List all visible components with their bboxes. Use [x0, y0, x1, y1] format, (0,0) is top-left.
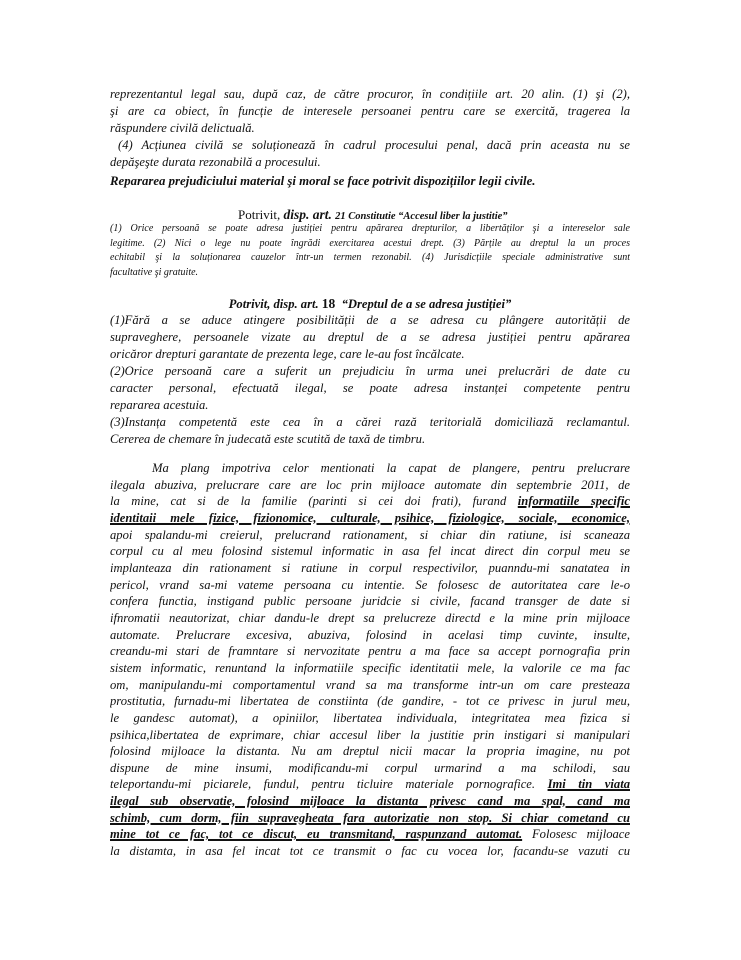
text-line: legitime. (2) Nici o lege nu poate îngrădi exercitarea acestui drept. (3) Părțile au dreptul la un proces — [110, 237, 630, 249]
text-line: corpul cu al meu folosind sistemul informatic in asa fel incat direct din corpul meu se — [110, 544, 630, 559]
text-fragment: Folosesc mijloace — [522, 827, 630, 842]
text-line: caracter personal, efectuată ilegal, se poate adresa instanței competente pentru — [110, 381, 630, 395]
highlighted-text: Imi tin viata — [547, 777, 630, 792]
heading-art-18 — [110, 296, 630, 312]
text-line: confera functia, instigand public persoane juridcie si civile, facand transger de date si — [110, 594, 630, 609]
text-line: prostitutia, furnadu-mi libertatea de constiinta (de gandire, - tot ce privesc in jurul meu, — [110, 694, 630, 709]
text-line: folosind mijloace la distanta. Nu am dreptul nicii macar la propria imagine, nu pot — [110, 744, 630, 759]
text-line: creandu-mi stari de framntare si nervozitate pentru a ma face sa accept pornografia prin — [110, 644, 630, 659]
text-line: sistem informatic, renuntand la informatiile specific identitatii mele, la valorile ce ma fac — [110, 660, 630, 675]
text-line — [110, 776, 630, 793]
heading-lead: Potrivit, — [238, 207, 281, 222]
heading-art-21 — [110, 207, 630, 223]
heading-pre: Potrivit, disp. art. — [228, 297, 319, 311]
text-line: reprezentantul legal sau, după caz, de către procuror, în condițiile art. 20 alin. (1) şi (2), — [110, 87, 630, 101]
text-line: şi are ca obiect, în funcție de interesele persoanei pentru care se exercită, tragerea la — [110, 104, 630, 118]
heading-title: “Dreptul de a se adresa justiției” — [341, 297, 512, 311]
text-fragment: teleportandu-mi piciarele, fundul, pentru ticluire materiale pornografice. — [110, 777, 548, 792]
text-line: la distamta, in asa fel incat tot ce transmit o fac cu vocea lor, facandu-se vazuti cu — [110, 844, 630, 859]
text-line — [110, 826, 630, 843]
heading-rest: 21 Constitutie “Accesul liber la justitie” — [335, 211, 508, 222]
paragraph-complaint — [110, 460, 630, 860]
text-line: dispune de mine insumi, modificandu-mi corpul urmarind a ma schilodi, sau — [110, 760, 630, 775]
paragraph-constitution-text — [110, 222, 630, 280]
text-line: oricăror drepturi garantate de prezenta lege, care le-au fost încălcate. — [110, 347, 465, 361]
text-line: depăşeşte durata rezonabilă a procesului. — [110, 155, 321, 169]
paragraph-reparation — [110, 173, 630, 190]
text-line: apoi spalandu-mi creierul, prelucrand rationament, si chiar din ratiune, isi scaneaza — [110, 527, 630, 542]
text-line: supraveghere, persoanele vizate au dreptul de a se adresa justiției pentru apărarea — [110, 330, 630, 344]
text-line: le gandesc automat), a opiniilor, libertatea individuala, integritatea mea fizica si — [110, 710, 630, 725]
heading-number: 18 — [321, 296, 336, 311]
text-line — [110, 493, 630, 510]
text-line: psihica,libertatea de exprimare, chiar accesul liber la justitie prin instigari si manipulari — [110, 727, 630, 742]
paragraph-civil-action — [110, 86, 630, 137]
text-line: Ma plang impotriva celor mentionati la capat de plangere, pentru prelucrare — [152, 461, 630, 475]
text-line: facultative şi gratuite. — [110, 266, 199, 278]
text-line: ilegala abuziva, prelucrare care are loc prin mijloace automate din septembrie 2011, de — [110, 477, 630, 492]
text-line: (1)Fără a se aduce atingere posibilității de a se adresa cu plângere autorității de — [110, 313, 630, 327]
highlighted-text: mine tot ce fac, tot ce discut, eu transmitand, raspunzand automat. — [110, 827, 523, 842]
highlighted-text: schimb, cum dorm, fiin supravegheata fara autorizatie non stop. Si chiar cometand cu — [110, 810, 630, 825]
text-line: echitabil şi la soluționarea cauzelor într-un termen rezonabil. (4) Jurisdicțiile speciale administrative sunt — [110, 252, 630, 263]
heading-bold: disp. art. — [283, 207, 332, 222]
text-line: repararea acestuia. — [110, 398, 209, 412]
text-line: implanteaza din rationament si ratiune in corpul respectivilor, puanndu-mi sanatatea in — [110, 560, 630, 575]
text-line: pericol, vrand sa-mi vateme persoana cu intentie. Se folosesc de autoritatea care le-o — [110, 577, 630, 592]
text-fragment: la mine, cat si de la familie (parinti si cei doi frati), furand — [110, 494, 518, 509]
paragraph-art-18-text — [110, 312, 630, 448]
text-line: Repararea prejudiciului material şi moral se face potrivit dispozițiilor legii civile. — [110, 174, 536, 188]
paragraph-civil-action-4 — [110, 137, 630, 171]
text-line: (4) Acțiunea civilă se soluționează în cadrul procesului penal, dacă prin aceasta nu se — [118, 138, 630, 152]
text-line: Cererea de chemare în judecată este scutită de taxă de timbru. — [110, 432, 426, 446]
highlighted-text: identitaii mele fizice, fizionomice, culturale, psihice, fiziologice, sociale, economice, — [110, 510, 630, 525]
text-line: ifnromatii neautorizat, chiar dandu-le drept sa prelucreze directd e la mine prin mijloace — [110, 610, 630, 625]
highlighted-text: informatiile specific — [517, 494, 630, 509]
text-line: automate. Prelucrare excesiva, abuziva, folosind in acelasi timp cuvinte, insulte, — [110, 627, 630, 642]
text-line: om, manipulandu-mi comportamentul vrand sa ma transforme intr-un om care presteaza — [110, 677, 630, 692]
text-line: (3)Instanța competentă este cea în a cărei rază teritorială domiciliază reclamantul. — [110, 415, 630, 429]
text-line: răspundere civilă delictuală. — [110, 121, 255, 135]
highlighted-text: ilegal sub observatie, folosind mijloace la distanta privesc cand ma spal, cand ma — [110, 794, 630, 809]
text-line: (2)Orice persoană care a suferit un prejudiciu în urma unei prelucrări de date cu — [110, 364, 630, 378]
text-line: (1) Orice persoană se poate adresa justiției pentru apărarea drepturilor, a libertăților şi a intereselor sale — [110, 223, 630, 234]
